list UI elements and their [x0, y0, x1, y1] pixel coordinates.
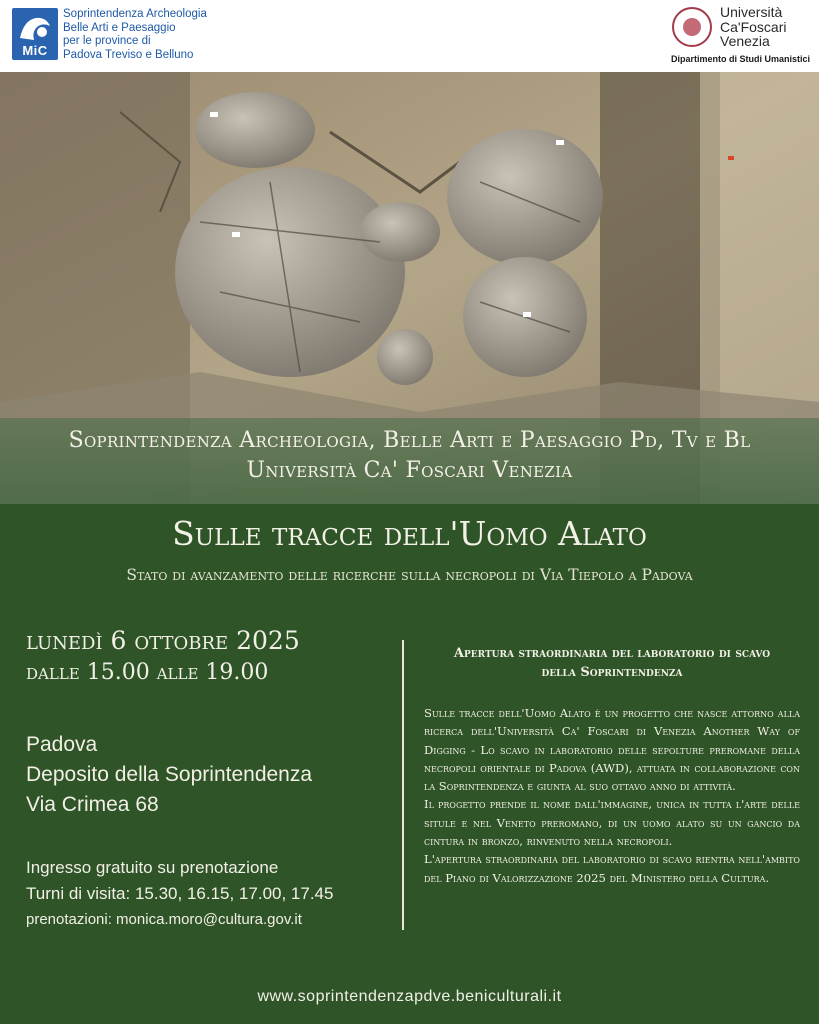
mic-logo-text: MiC [22, 43, 48, 58]
institution-line: Soprintendenza Archeologia [63, 8, 207, 20]
event-info [26, 855, 333, 933]
place-line: Deposito della Soprintendenza [26, 763, 313, 786]
mic-symbol-icon [12, 8, 58, 48]
booking-contact: prenotazioni: monica.moro@cultura.gov.it [26, 911, 302, 928]
description-paragraph: Sulle tracce dell'Uomo Alato è un progetto che nasce attorno alla ricerca dell'Università Ca' Foscari di Venezia Another Way of Digging - Lo scavo in laboratorio delle sepolture preromane della necropoli orientale di Padova (AWD), attuata in collaborazione con la Soprintendenza e giunta al suo ottavo anno di attività. [424, 706, 800, 794]
column-divider [402, 640, 404, 930]
event-date: lunedì 6 ottobre 2025 [26, 626, 300, 655]
university-line: Università [720, 4, 783, 20]
foscari-seal-icon [672, 7, 712, 47]
description-paragraph: Il progetto prende il nome dall'immagine, unica in tutta l'arte delle situle e nel Veneto preromano, di un uomo alato su un gancio da cintura in bronzo, rinvenuto nella necropoli. [424, 797, 800, 849]
mic-logo-icon [12, 8, 58, 60]
place-line: Via Crimea 68 [26, 793, 159, 816]
university-name [720, 5, 786, 49]
institution-name [63, 8, 207, 62]
description-body [424, 704, 800, 887]
entry-note: Ingresso gratuito su prenotazione [26, 858, 279, 877]
heading-line: della Soprintendenza [541, 665, 683, 680]
heading-line: Apertura straordinaria del laboratorio di scavo [453, 646, 771, 661]
place-line: Padova [26, 733, 98, 756]
university-line: Ca'Foscari [720, 18, 787, 35]
university-line: Venezia [720, 33, 770, 49]
website-url[interactable]: www.soprintendenzapdve.beniculturali.it [257, 988, 562, 1005]
department-name: Dipartimento di Studi Umanistici [671, 54, 811, 64]
visit-turns: Turni di visita: 15.30, 16.15, 17.00, 17.45 [26, 884, 334, 903]
event-place [26, 730, 312, 820]
band-institution-1: Soprintendenza Archeologia, Belle Arti e Paesaggio Pd, Tv e Bl [68, 428, 751, 453]
description-paragraph: L'apertura straordinaria del laboratorio di scavo rientra nell'ambito del Piano di Valorizzazione 2025 del Ministero della Cultura. [424, 852, 800, 885]
event-title: Sulle tracce dell'Uomo Alato [172, 514, 647, 553]
event-subtitle: Stato di avanzamento delle ricerche sulla necropoli di Via Tiepolo a Padova [126, 566, 693, 584]
band-institution-2: Università Ca' Foscari Venezia [246, 458, 573, 483]
institution-line: per le province di [63, 35, 151, 48]
description-heading [424, 644, 800, 682]
event-when [26, 624, 396, 688]
institution-line: Padova Treviso e Belluno [63, 48, 194, 61]
institution-line: Belle Arti e Paesaggio [63, 21, 176, 34]
description-column [424, 644, 800, 887]
event-time: dalle 15.00 alle 19.00 [26, 660, 269, 685]
header [0, 0, 819, 72]
